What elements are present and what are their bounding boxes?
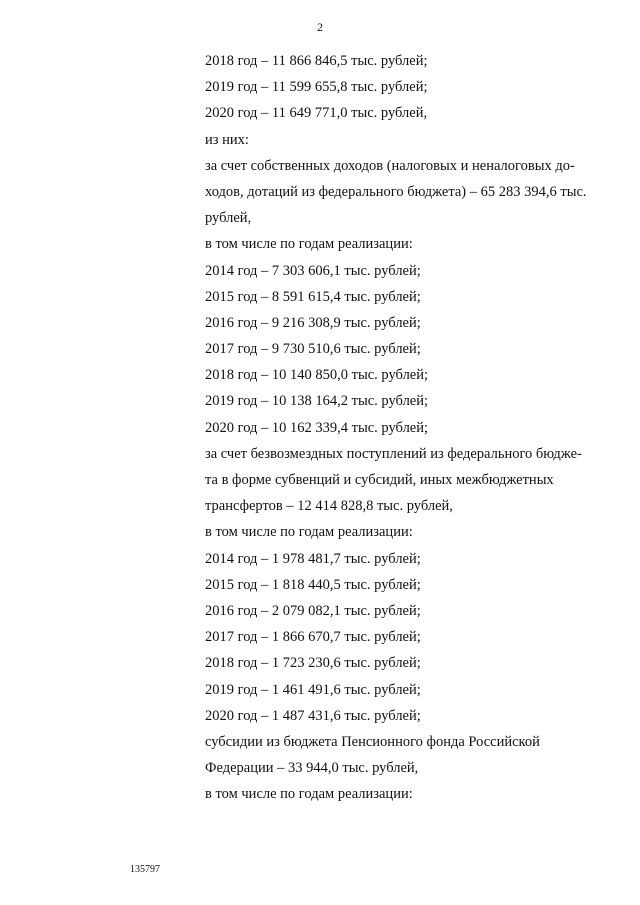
text-line: 2018 год – 10 140 850,0 тыс. рублей; bbox=[205, 367, 429, 384]
text-line: 2020 год – 1 487 431,6 тыс. рублей; bbox=[205, 707, 421, 724]
text-line: в том числе по годам реализации: bbox=[205, 524, 413, 541]
text-line: 2019 год – 10 138 164,2 тыс. рублей; bbox=[205, 393, 429, 410]
text-line: Федерации – 33 944,0 тыс. рублей, bbox=[205, 760, 419, 777]
text-line: 2017 год – 9 730 510,6 тыс. рублей; bbox=[205, 341, 421, 358]
text-line: трансфертов – 12 414 828,8 тыс. рублей, bbox=[205, 498, 453, 515]
text-line: 2014 год – 1 978 481,7 тыс. рублей; bbox=[205, 550, 421, 567]
text-line: в том числе по годам реализации: bbox=[205, 786, 413, 803]
text-line: 2014 год – 7 303 606,1 тыс. рублей; bbox=[205, 262, 421, 279]
text-line: 2019 год – 1 461 491,6 тыс. рублей; bbox=[205, 681, 421, 698]
text-line: 2015 год – 1 818 440,5 тыс. рублей; bbox=[205, 576, 421, 593]
document-code: 135797 bbox=[130, 864, 160, 875]
text-line: за счет безвозмездных поступлений из федерального бюдже- bbox=[205, 445, 582, 462]
text-line: 2018 год – 1 723 230,6 тыс. рублей; bbox=[205, 655, 421, 672]
text-line: за счет собственных доходов (налоговых и неналоговых до- bbox=[205, 157, 575, 174]
text-line: рублей, bbox=[205, 210, 252, 227]
text-line: 2016 год – 2 079 082,1 тыс. рублей; bbox=[205, 602, 421, 619]
text-line: в том числе по годам реализации: bbox=[205, 236, 413, 253]
text-line: 2017 год – 1 866 670,7 тыс. рублей; bbox=[205, 629, 421, 646]
page-number: 2 bbox=[317, 20, 323, 34]
text-line: субсидии из бюджета Пенсионного фонда Российской bbox=[205, 733, 540, 750]
text-line: 2016 год – 9 216 308,9 тыс. рублей; bbox=[205, 314, 421, 331]
text-line: из них: bbox=[205, 131, 249, 148]
text-line: 2020 год – 11 649 771,0 тыс. рублей, bbox=[205, 105, 428, 122]
document-body bbox=[205, 48, 605, 807]
text-line: 2020 год – 10 162 339,4 тыс. рублей; bbox=[205, 419, 429, 436]
text-line: ходов, дотаций из федерального бюджета) – 65 283 394,6 тыс. bbox=[205, 183, 587, 200]
text-line: 2019 год – 11 599 655,8 тыс. рублей; bbox=[205, 79, 428, 96]
text-line: 2015 год – 8 591 615,4 тыс. рублей; bbox=[205, 288, 421, 305]
text-line: 2018 год – 11 866 846,5 тыс. рублей; bbox=[205, 53, 428, 69]
text-line: та в форме субвенций и субсидий, иных межбюджетных bbox=[205, 472, 554, 488]
